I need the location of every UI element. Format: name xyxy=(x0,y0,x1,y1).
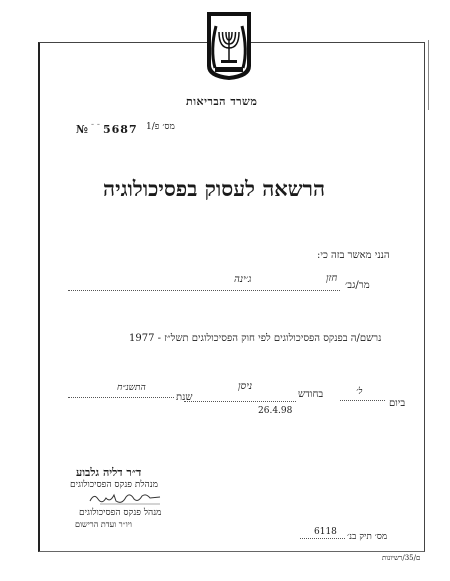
file-number-value: 6118 xyxy=(314,527,337,537)
file-number-line xyxy=(300,538,345,539)
day-label: ביום xyxy=(389,398,406,409)
signatory-name: ד״ר דליה גלבוע xyxy=(76,466,142,479)
day-line xyxy=(340,400,385,401)
ministry-name: משרד הבריאות xyxy=(186,95,258,108)
registrar-subtitle: ויו״ר ועדת הרישום xyxy=(75,520,132,529)
edge-mark xyxy=(428,40,429,110)
serial-label: מס׳ פ/1 xyxy=(146,122,175,132)
first-name-value: ג׳ינה xyxy=(234,274,252,285)
month-value: ניסן xyxy=(238,381,253,392)
signatory-title: מנהלת פנקס הפסיכולוגים xyxy=(70,480,158,490)
registration-statement: נרשם/ה בפנקס הפסיכולוגים לפי חוק הפסיכולוגים תשל״ז - 1977 xyxy=(129,333,382,344)
page-title: הרשאה לעסוק בפסיכולוגיה xyxy=(103,176,326,201)
file-number-label: מס׳ תיק בנ׳ xyxy=(347,532,388,542)
serial-number: 5687 xyxy=(103,123,138,136)
form-code: ם/35/רשיונות xyxy=(382,554,421,562)
name-label: מר/גב׳ xyxy=(345,280,370,291)
gregorian-date: 26.4.98 xyxy=(258,406,293,416)
registrar-title: מנהל פנקס הפסיכולוגים xyxy=(79,508,162,518)
year-value: התשנ״ח xyxy=(117,383,146,393)
month-line xyxy=(184,401,296,402)
handwritten-signature xyxy=(86,489,166,507)
year-label: שנת xyxy=(176,392,193,403)
month-label: בחודש xyxy=(298,389,324,400)
day-value: ל׳ xyxy=(356,387,363,397)
name-line xyxy=(68,290,340,291)
serial-marks: - - xyxy=(91,120,100,130)
surname-value: חזן xyxy=(326,273,338,284)
number-symbol: № xyxy=(76,123,88,136)
year-line xyxy=(68,397,174,398)
state-emblem-icon xyxy=(204,10,254,82)
intro-text: הנני מאשר בזה כי: xyxy=(317,250,390,261)
